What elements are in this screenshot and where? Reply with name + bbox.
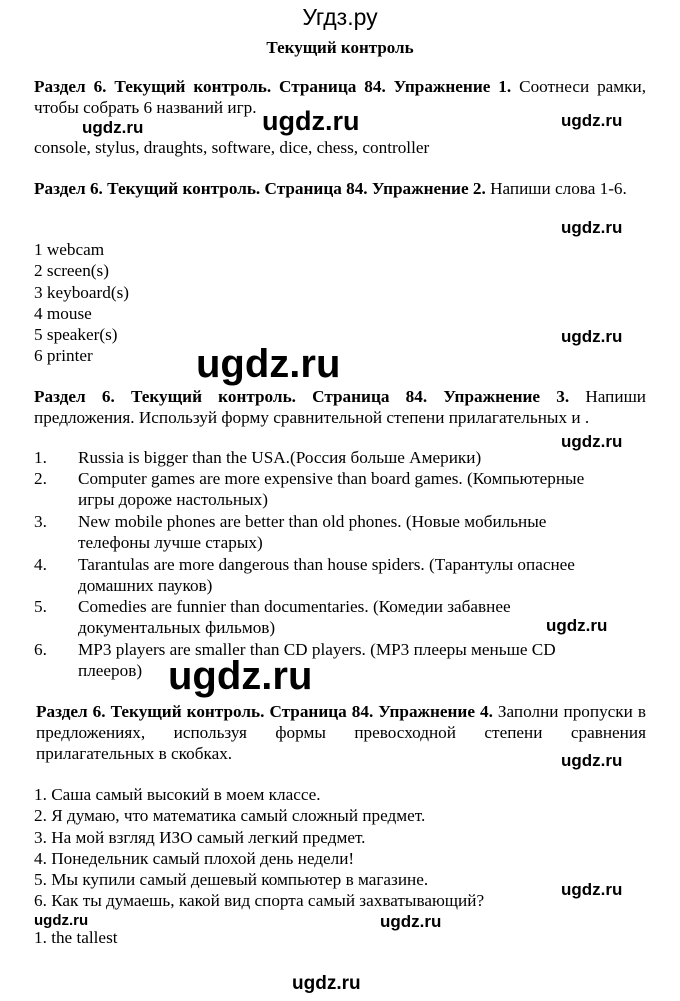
exercise-2-item: 1 webcam: [34, 240, 105, 259]
exercise-1-answer: console, stylus, draughts, software, dice, chess, controller: [34, 138, 430, 157]
exercise-4-item: 1. Саша самый высокий в моем классе.: [34, 785, 321, 804]
watermark: ugdz.ru: [561, 432, 623, 451]
exercise-3-item-continuation: телефоны лучше старых): [78, 533, 263, 552]
watermark: ugdz.ru: [168, 654, 313, 698]
item-number: 1.: [34, 448, 47, 467]
watermark: ugdz.ru: [561, 880, 623, 899]
watermark: ugdz.ru: [292, 973, 361, 994]
item-number: 2.: [34, 469, 47, 488]
exercise-4-answer: 1. the tallest: [34, 928, 118, 947]
exercise-3-item-continuation: плееров): [78, 661, 143, 680]
exercise-4-item: 3. На мой взгляд ИЗО самый легкий предмет.: [34, 828, 366, 847]
watermark: ugdz.ru: [82, 118, 144, 137]
exercise-4-reference: Раздел 6. Текущий контроль. Страница 84. Упражнение 4.: [36, 702, 493, 721]
item-text: MP3 players are smaller than CD players. (MP3 плееры меньше CD: [78, 640, 556, 659]
exercise-4-item: 6. Как ты думаешь, какой вид спорта самый захватывающий?: [34, 891, 485, 910]
item-text: Computer games are more expensive than board games. (Компьютерные: [78, 469, 585, 488]
exercise-2-task: Напиши слова 1-6.: [490, 179, 627, 198]
item-number: 3.: [34, 512, 47, 531]
exercise-2-item: 3 keyboard(s): [34, 283, 129, 302]
exercise-4-item: 2. Я думаю, что математика самый сложный предмет.: [34, 806, 426, 825]
watermark: ugdz.ru: [34, 912, 89, 929]
item-text: New mobile phones are better than old phones. (Новые мобильные: [78, 512, 547, 531]
exercise-2-reference: Раздел 6. Текущий контроль. Страница 84. Упражнение 2.: [34, 179, 486, 198]
exercise-2-item: 5 speaker(s): [34, 325, 118, 344]
watermark: ugdz.ru: [380, 912, 442, 931]
item-number: 4.: [34, 555, 47, 574]
watermark: ugdz.ru: [561, 111, 623, 130]
item-number: 6.: [34, 640, 47, 659]
item-text: Russia is bigger than the USA.(Россия больше Америки): [78, 448, 482, 467]
exercise-2-item: 4 mouse: [34, 304, 92, 323]
exercise-3-item-continuation: домашних пауков): [78, 576, 213, 595]
watermark: ugdz.ru: [196, 342, 341, 386]
item-number: 5.: [34, 597, 47, 616]
item-text: Comedies are funnier than documentaries. (Комедии забавнее: [78, 597, 511, 616]
exercise-3-task: Напиши предложения. Используй форму сравнительной степени прилагательных и .: [34, 387, 647, 427]
watermark: ugdz.ru: [561, 327, 623, 346]
watermark: ugdz.ru: [262, 106, 360, 136]
exercise-2-item: 2 screen(s): [34, 261, 109, 280]
exercise-4-item: 4. Понедельник самый плохой день недели!: [34, 849, 355, 868]
site-title: Угдз.ру: [302, 4, 378, 30]
watermark: ugdz.ru: [561, 218, 623, 237]
watermark: ugdz.ru: [546, 616, 608, 635]
exercise-4-heading: [36, 701, 646, 764]
exercise-1-task: Соотнеси рамки, чтобы собрать 6 названий игр.: [34, 77, 647, 117]
exercise-3-item-continuation: игры дороже настольных): [78, 490, 268, 509]
item-text: Tarantulas are more dangerous than house spiders. (Тарантулы опаснее: [78, 555, 575, 574]
exercise-3-reference: Раздел 6. Текущий контроль. Страница 84. Упражнение 3.: [34, 387, 570, 406]
exercise-1-reference: Раздел 6. Текущий контроль. Страница 84. Упражнение 1.: [34, 77, 512, 96]
exercise-4-task: Заполни пропуски в предложениях, используя формы превосходной степени сравнения прилагательных в скобках.: [36, 702, 646, 763]
exercise-4-item: 5. Мы купили самый дешевый компьютер в магазине.: [34, 870, 429, 889]
watermark: ugdz.ru: [561, 751, 623, 770]
exercise-2-item: 6 printer: [34, 346, 93, 365]
exercise-2-heading: [34, 178, 646, 199]
page-title: Текущий контроль: [266, 38, 414, 57]
exercise-3-heading: [34, 386, 646, 428]
exercise-3-item-continuation: документальных фильмов): [78, 618, 276, 637]
